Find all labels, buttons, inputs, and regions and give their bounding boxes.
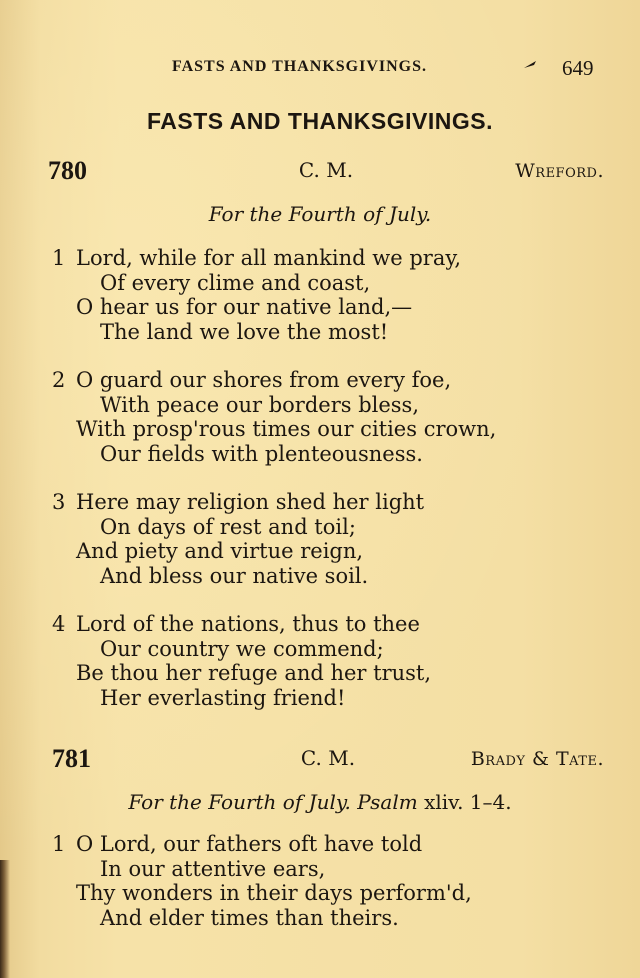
stanza-number: 1 — [52, 832, 66, 856]
hymn-number: 781 — [52, 744, 91, 773]
hymn-header — [52, 744, 604, 774]
page-number: 649 — [562, 56, 594, 80]
verse-line: Thy wonders in their days perform'd, — [76, 881, 472, 905]
stanza — [52, 612, 431, 710]
stanza-number: 4 — [52, 612, 66, 636]
verse-line: Be thou her refuge and her trust, — [76, 661, 432, 685]
verse-line: 2 O guard our shores from every foe, — [52, 368, 452, 392]
occasion-reference: xliv. 1–4. — [424, 790, 512, 814]
verse-line: On days of rest and toil; — [100, 514, 356, 539]
verse-line: And elder times than theirs. — [100, 905, 399, 930]
verse-line: With peace our borders bless, — [100, 392, 420, 417]
hymn-occasion — [0, 790, 640, 814]
verse-line: 4 Lord of the nations, thus to thee — [52, 612, 420, 636]
stanza — [52, 832, 472, 930]
section-title: FASTS AND THANKSGIVINGS. — [147, 108, 493, 134]
hymn-tune: Wreford. — [515, 160, 604, 182]
verse-line: O hear us for our native land,— — [76, 295, 413, 319]
hymn-header — [48, 156, 604, 186]
stanza — [52, 368, 496, 466]
verse-line: Our fields with plenteousness. — [100, 441, 423, 466]
stanza — [52, 490, 424, 588]
occasion-text: For the Fourth of July. — [208, 202, 432, 226]
verse-line: Our country we commend; — [100, 636, 384, 661]
hymn-number: 780 — [48, 156, 87, 185]
running-head: FASTS AND THANKSGIVINGS. — [172, 58, 428, 75]
verse-line: 1 Lord, while for all mankind we pray, — [52, 246, 462, 270]
verse-line: 1 O Lord, our fathers oft have told — [52, 832, 423, 856]
verse-line: Her everlasting friend! — [100, 685, 346, 710]
verse-line: 3 Here may religion shed her light — [52, 490, 425, 514]
verse-line: In our attentive ears, — [100, 856, 326, 881]
occasion-text: For the Fourth of July. Psalm — [128, 790, 418, 814]
stanza-number: 3 — [52, 490, 66, 514]
hymn-tune: Brady & Tate. — [470, 748, 604, 770]
book-spine-shadow — [0, 860, 10, 978]
verse-line: The land we love the most! — [100, 319, 389, 344]
printer-mark-icon — [522, 56, 538, 74]
stanza — [52, 246, 461, 344]
stanza-number: 2 — [52, 368, 66, 392]
verse-line: Of every clime and coast, — [100, 270, 371, 295]
verse-line: And piety and virtue reign, — [76, 539, 364, 563]
hymn-occasion — [0, 202, 640, 226]
verse-line: With prosp'rous times our cities crown, — [76, 417, 497, 441]
verse-line: And bless our native soil. — [100, 563, 369, 588]
hymn-meter: C. M. — [298, 158, 354, 182]
stanza-number: 1 — [52, 246, 66, 270]
hymn-meter: C. M. — [300, 746, 356, 770]
